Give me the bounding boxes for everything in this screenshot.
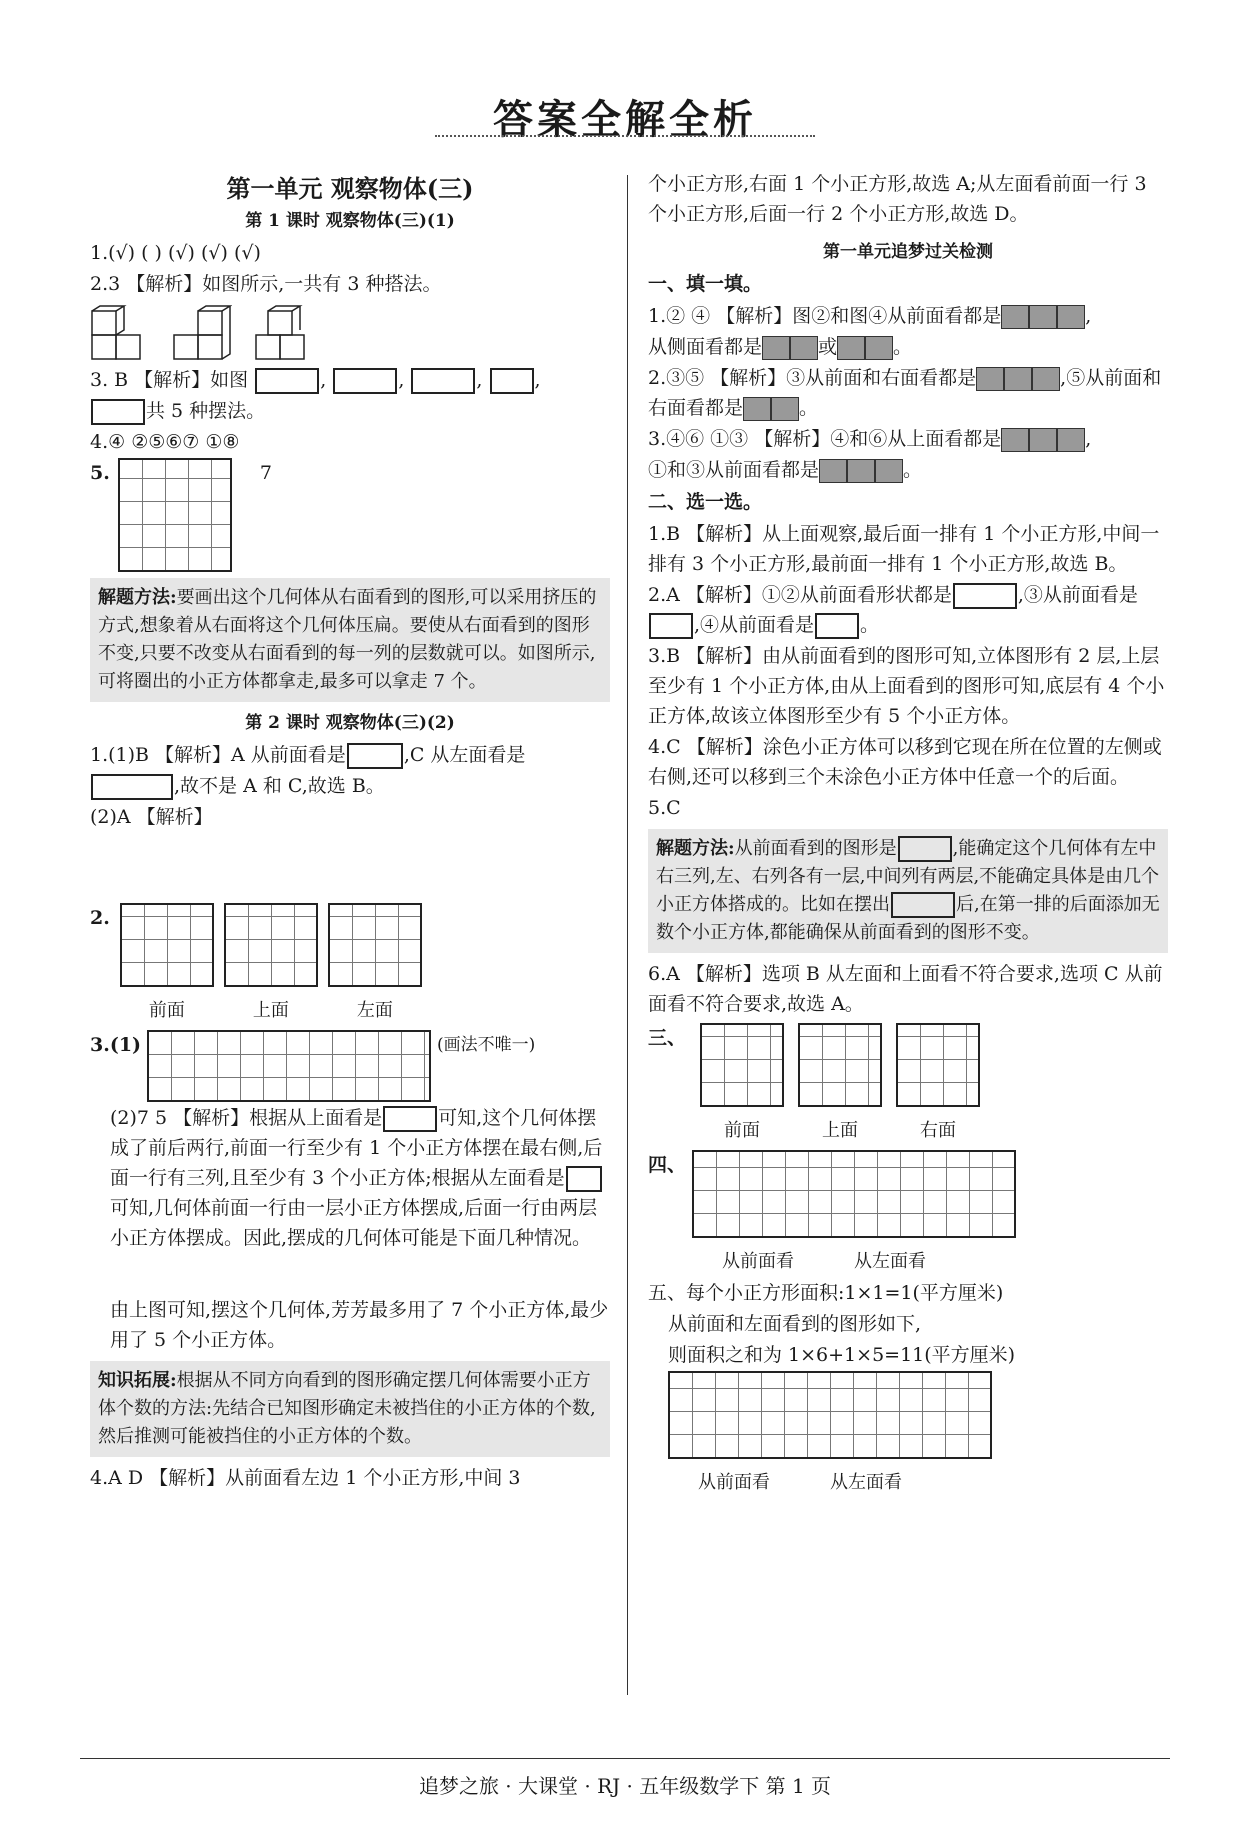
caption: 从左面看: [854, 1251, 927, 1272]
shape-thumb: [566, 1166, 602, 1192]
lesson2-title: 第 2 课时 观察物体(三)(2): [245, 713, 455, 733]
l1-q5: [90, 458, 610, 572]
left-column: [90, 168, 610, 1494]
l1-q2: 2.3 【解析】如图所示,一共有 3 种搭法。: [90, 273, 442, 295]
tip-text-a: 从前面看到的图形是: [734, 838, 897, 859]
f2-b: ,⑤从前面和右面看都是: [648, 367, 1162, 419]
cube-figure: [172, 305, 232, 361]
l2-q3-2b: 可知,这个几何体摆成了前后两行,前面一行至少有 1 个小正方体摆在最右侧,后面一行有三列,且至少有 3 个小正方体;根据从左面看是: [110, 1107, 603, 1189]
caption: 从前面看: [722, 1251, 795, 1272]
tip-text-b: ,能确定这个几何体有左中右三列,左、右列各有一层,中间列有两层,不能确定具体是由几个小正方体搭成的。比如在摆出: [656, 838, 1160, 915]
l2-q1-2: [90, 802, 610, 902]
section-4: [648, 1150, 1168, 1277]
l2-q3-2: [90, 1103, 610, 1253]
s5-a: 五、每个小正方形面积:1×1=1(平方厘米): [648, 1282, 1004, 1304]
c4: 4.C 【解析】涂色小正方体可以移到它现在所在位置的左侧或右侧,还可以移到三个未涂色小正方体中任意一个的后面。: [648, 736, 1162, 788]
method-tip-1: [90, 578, 610, 702]
l2-q4: 4.A D 【解析】从前面看左边 1 个小正方形,中间 3: [90, 1467, 521, 1489]
c2-c: ,④从前面看是: [694, 614, 815, 636]
l2-q2-num: 2.: [90, 907, 110, 929]
method-tip-2: [648, 829, 1168, 953]
cube-figure: [254, 305, 314, 361]
l2-q1-cont: [90, 771, 610, 801]
extension-tip: [90, 1361, 610, 1457]
shape-thumb: [255, 368, 319, 394]
page-footer: 追梦之旅 · 大课堂 · RJ · 五年级数学下 第 1 页: [418, 1774, 832, 1798]
l1-q3-end: [90, 396, 610, 426]
grid-front: [700, 1023, 784, 1146]
page-title: 答案全解全析: [493, 96, 757, 143]
f1: 1.② ④ 【解析】图②和图④从前面看都是 ,: [648, 305, 1092, 327]
f3-cont: ①和③从前面看都是 。: [648, 459, 923, 481]
f3-a: 3.④⑥ ①③ 【解析】④和⑥从上面看都是: [648, 428, 1002, 450]
right-column: [648, 168, 1168, 1498]
l2-q3-figures: [90, 1254, 610, 1294]
l1-q4: 4.④ ②⑤⑥⑦ ①⑧: [90, 431, 240, 453]
r-cont: 个小正方形,右面 1 个小正方形,故选 A;从左面看前面一行 3 个小正方形,后面一行 2 个小正方形,故选 D。: [648, 173, 1147, 225]
tip-label: 知识拓展:: [98, 1370, 177, 1391]
l1-q5-answer: 7: [259, 462, 272, 484]
grid-left: [328, 903, 422, 1026]
caption: 左面: [356, 1000, 393, 1021]
section-3-label: 三、: [648, 1027, 687, 1049]
l2-q3-2d: 由上图可知,摆这个几何体,芳芳最多用了 7 个小正方体,最少用了 5 个小正方体。: [110, 1299, 609, 1351]
f1-cont: 从侧面看都是 或 。: [648, 336, 913, 358]
f3: 3.④⑥ ①③ 【解析】④和⑥从上面看都是 ,: [648, 428, 1092, 450]
section-1: 一、填一填。: [648, 273, 763, 295]
answer-grid: [118, 458, 232, 572]
caption: 上面: [252, 1000, 289, 1021]
c5: 5.C: [648, 797, 681, 819]
grid-front: [120, 903, 214, 1026]
c2-a: 2.A 【解析】①②从前面看形状都是: [648, 584, 952, 606]
c2: 2.A 【解析】①②从前面看形状都是 ,③从前面看是,④从前面看是 。: [648, 580, 1168, 640]
l1-q3-end-text: 共 5 种摆法。: [146, 400, 266, 422]
l1-q2-figures: [90, 305, 610, 361]
section-4-label: 四、: [648, 1154, 687, 1176]
section-2: 二、选一选。: [648, 491, 763, 513]
c3: 3.B 【解析】由从前面看到的图形可知,立体图形有 2 层,上层至少有 1 个小正方体,由从上面看到的图形可知,底层有 4 个小正方体,故该立体图形至少有 5 个小正方体。: [648, 645, 1165, 727]
l2-q1-b: ,C 从左面看是: [403, 744, 526, 766]
tip-label: 解题方法:: [98, 587, 177, 608]
l2-q3-note: (画法不唯一): [437, 1035, 536, 1055]
section-4-grid: [692, 1150, 1016, 1277]
answer-grid: [147, 1030, 431, 1102]
c1: 1.B 【解析】从上面观察,最后面一排有 1 个小正方形,中间一排有 3 个小正方形,最前面一排有 1 个小正方形,故选 B。: [648, 523, 1160, 575]
f3-b: ①和③从前面看都是: [648, 459, 820, 481]
f2: 2.③⑤ 【解析】③从前面和右面看都是 ,⑤从前面和右面看都是 。: [648, 367, 1162, 419]
test-title: 第一单元追梦过关检测: [823, 242, 993, 262]
shape-thumb: [91, 774, 173, 800]
l2-q1: [90, 740, 610, 770]
tip-text: 要画出这个几何体从右面看到的图形,可以采用挤压的方式,想象着从右面将这个几何体压扁。要使从右面看到的图形不变,只要不改变从右面看到的每一列的层数就可以。如图所示,可将圈出的小正方体都拿走,最多可以拿走 7 个。: [98, 587, 597, 692]
s5-b: 从前面和左面看到的图形如下,: [668, 1313, 922, 1335]
grid-top: [224, 903, 318, 1026]
caption: 上面: [822, 1120, 859, 1141]
tip-label: 解题方法:: [656, 838, 735, 859]
l2-q3-1: [90, 1030, 610, 1102]
grid-top: [798, 1023, 882, 1146]
s5-c: 则面积之和为 1×6+1×5=11(平方厘米): [668, 1344, 1016, 1366]
title-divider: [435, 135, 815, 137]
shape-thumb: [490, 368, 534, 394]
section-3: [648, 1023, 1168, 1146]
footer-divider: [80, 1758, 1170, 1759]
c6: 6.A 【解析】选项 B 从左面和上面看不符合要求,选项 C 从前面看不符合要求,故选 A。: [648, 963, 1163, 1015]
c2-b: ,③从前面看是: [1017, 584, 1138, 606]
tip-text-c: 后,在第一排的后面添加无数个小正方体,都能确保从前面看到的图形不变。: [656, 894, 1160, 943]
section-5-grid: [648, 1371, 1168, 1498]
l1-q3: 3. B 【解析】如图 , , , ,: [90, 365, 610, 395]
shape-thumb: [91, 399, 145, 425]
caption: 从前面看: [698, 1472, 770, 1493]
l2-q1-a: 1.(1)B 【解析】A 从前面看是: [90, 744, 346, 766]
l2-q2: [90, 903, 610, 1026]
l2-q1-c: ,故不是 A 和 C,故选 B。: [174, 775, 385, 797]
l2-q3-num: 3.(1): [90, 1034, 142, 1056]
grid-right: [896, 1023, 980, 1146]
caption: 前面: [724, 1120, 761, 1141]
f1-c: 或: [818, 336, 838, 358]
l1-q3-text: 3. B 【解析】如图: [90, 369, 249, 391]
caption: 前面: [148, 1000, 185, 1021]
shape-thumb: [347, 743, 403, 769]
caption: 右面: [920, 1120, 957, 1141]
f1-b: 从侧面看都是: [648, 336, 763, 358]
l1-q5-num: 5.: [90, 462, 110, 484]
l1-q1: 1.(√) ( ) (√) (√) (√): [90, 242, 261, 264]
l2-q3-2a: (2)7 5 【解析】根据从上面看是: [110, 1107, 383, 1129]
cube-figure: [90, 305, 150, 361]
f2-a: 2.③⑤ 【解析】③从前面和右面看都是: [648, 367, 977, 389]
f1-a: 1.② ④ 【解析】图②和图④从前面看都是: [648, 305, 1002, 327]
shape-thumb: [411, 368, 475, 394]
column-divider: [627, 175, 628, 1695]
l2-q1-2-text: (2)A 【解析】: [90, 806, 213, 828]
tip-text: 根据从不同方向看到的图形确定摆几何体需要小正方体个数的方法:先结合已知图形确定未被挡住的小正方体的个数,然后推测可能被挡住的小正方体的个数。: [98, 1370, 596, 1447]
lesson1-title: 第 1 课时 观察物体(三)(1): [245, 211, 455, 231]
caption: 从左面看: [830, 1472, 902, 1493]
unit-title: 第一单元 观察物体(三): [226, 174, 474, 203]
shape-thumb: [333, 368, 397, 394]
l2-q3-2c: 可知,几何体前面一行由一层小正方体摆成,后面一行由两层小正方体摆成。因此,摆成的几何体可能是下面几种情况。: [110, 1197, 598, 1249]
shape-thumb: [383, 1106, 437, 1132]
